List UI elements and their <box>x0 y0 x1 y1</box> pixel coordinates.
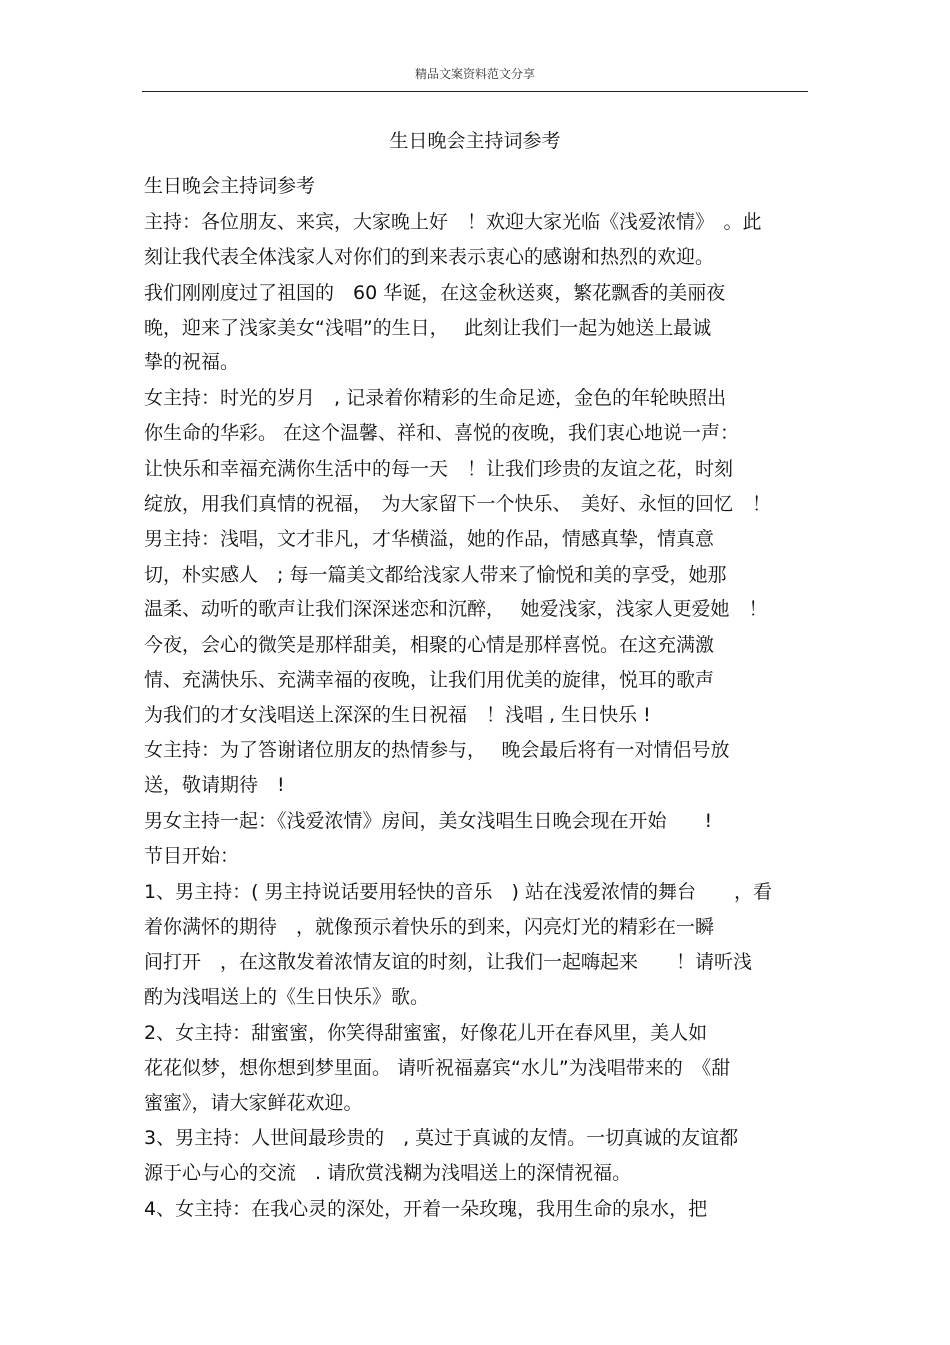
document-title: 生日晚会主持词参考 <box>389 130 561 152</box>
body-line: 为我们的才女浅唱送上深深的生日祝福 ！浅唱 , 生日快乐 ! <box>144 704 651 726</box>
body-line: 花花似梦，想你想到梦里面。 请听祝福嘉宾“水儿”为浅唱带来的 《甜 <box>144 1057 731 1079</box>
body-line: 让快乐和幸福充满你生活中的每一天 ！让我们珍贵的友谊之花，时刻 <box>144 458 734 480</box>
body-line: 节目开始： <box>144 845 240 867</box>
body-line: 主持：各位朋友、来宾，大家晚上好 ！欢迎大家光临《浅爱浓情》 。此 <box>144 211 762 233</box>
body-line: 酌为浅唱送上的《生日快乐》歌。 <box>144 986 430 1008</box>
body-line: 切，朴实感人 ; 每一篇美文都给浅家人带来了愉悦和美的享受，她那 <box>144 564 727 586</box>
body-line: 女主持：为了答谢诸位朋友的热情参与， 晚会最后将有一对情侣号放 <box>144 739 730 761</box>
body-line: 挚的祝福。 <box>144 351 240 373</box>
body-line: 生日晚会主持词参考 <box>144 175 316 197</box>
body-line: 温柔、动听的歌声让我们深深迷恋和沉醉， 她爱浅家，浅家人更爱她 ！ <box>144 598 768 620</box>
body-line: 情、充满快乐、充满幸福的夜晚，让我们用优美的旋律，悦耳的歌声 <box>144 669 715 691</box>
body-line: 间打开 ，在这散发着浓情友谊的时刻，让我们一起嗨起来 ！请听浅 <box>144 951 753 973</box>
body-line: 今夜，会心的微笑是那样甜美，相聚的心情是那样喜悦。在这充满激 <box>144 634 715 656</box>
page-header-text: 精品文案资料范文分享 <box>414 67 535 81</box>
body-line: 2、女主持：甜蜜蜜，你笑得甜蜜蜜，好像花儿开在春风里，美人如 <box>144 1022 708 1044</box>
body-line: 我们刚刚度过了祖国的 60 华诞，在这金秋送爽，繁花飘香的美丽夜 <box>144 282 726 304</box>
body-line: 蜜蜜》，请大家鲜花欢迎。 <box>144 1092 363 1114</box>
body-line: 送，敬请期待 ! <box>144 774 285 796</box>
body-line: 4、女主持：在我心灵的深处，开着一朵玫瑰，我用生命的泉水，把 <box>144 1198 708 1220</box>
body-line: 男女主持一起：《浅爱浓情》房间，美女浅唱生日晚会现在开始 ! <box>144 810 713 832</box>
body-line: 女主持：时光的岁月 , 记录着你精彩的生命足迹，金色的年轮映照出 <box>144 387 727 409</box>
body-line: 你生命的华彩。 在这个温馨、祥和、喜悦的夜晚，我们衷心地说一声： <box>144 422 740 444</box>
body-line: 3、男主持：人世间最珍贵的 , 莫过于真诚的友情。一切真诚的友谊都 <box>144 1127 739 1149</box>
body-line: 绽放，用我们真情的祝福， 为大家留下一个快乐、 美好、永恒的回忆 ！ <box>144 493 772 515</box>
body-line: 男主持：浅唱，文才非凡，才华横溢，她的作品，情感真挚，情真意 <box>144 528 715 550</box>
header-divider <box>142 91 808 92</box>
body-line: 着你满怀的期待 ，就像预示着快乐的到来，闪亮灯光的精彩在一瞬 <box>144 916 715 938</box>
body-line: 源于心与心的交流 . 请欣赏浅糊为浅唱送上的深情祝福。 <box>144 1162 632 1184</box>
body-line: 刻让我代表全体浅家人对你们的到来表示衷心的感谢和热烈的欢迎。 <box>144 246 715 268</box>
body-line: 晚，迎来了浅家美女“浅唱”的生日， 此刻让我们一起为她送上最诚 <box>144 317 712 339</box>
body-line: 1、男主持：( 男主持说话要用轻快的音乐 ) 站在浅爱浓情的舞台 ，看 <box>144 881 772 903</box>
